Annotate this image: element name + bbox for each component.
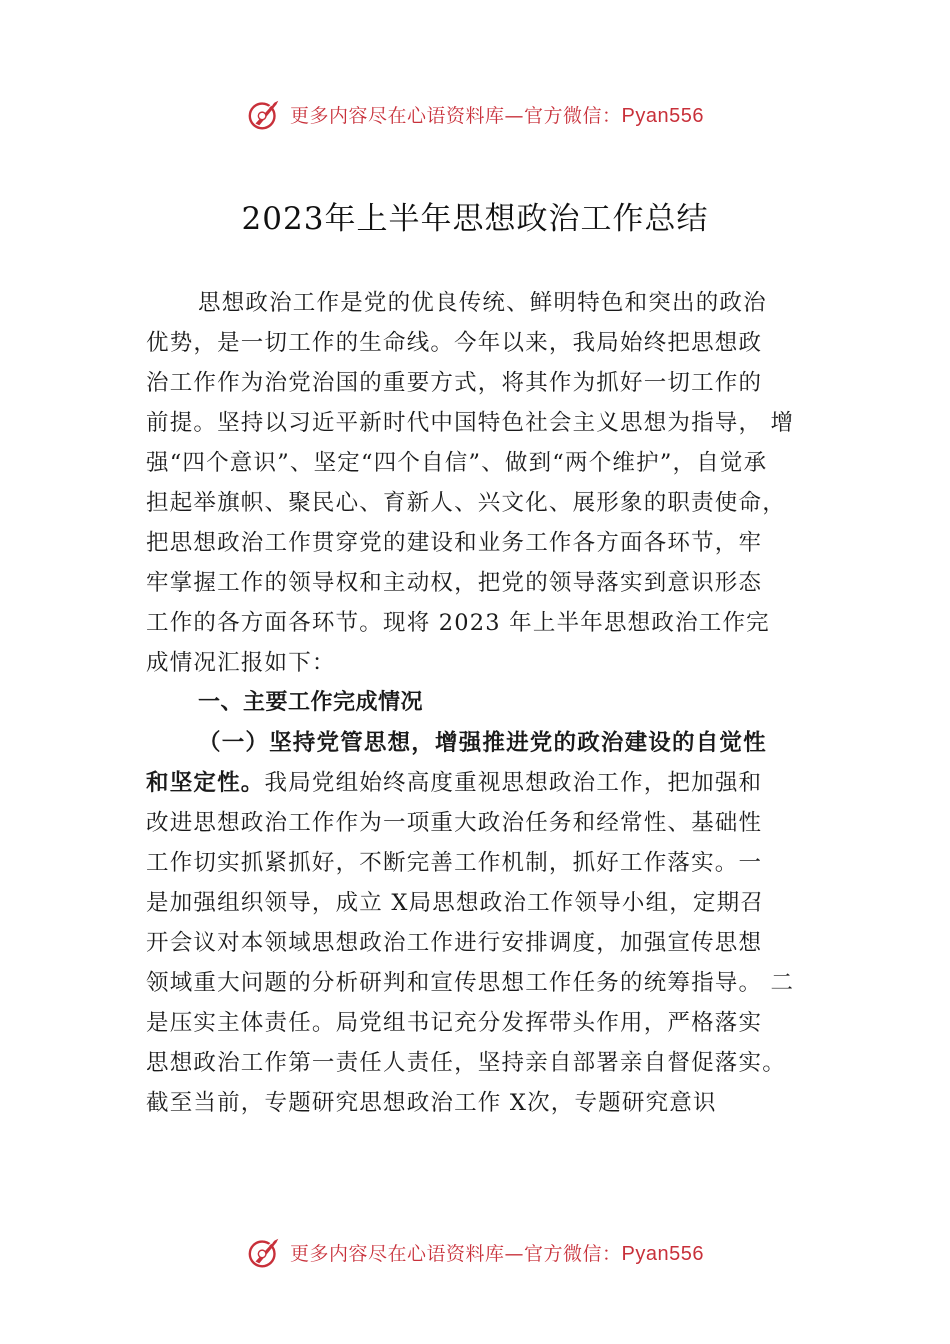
paragraph-line: 担起举旗帜、聚民心、育新人、兴文化、展形象的职责使命， [146,490,786,516]
paragraph-line: 开会议对本领域思想政治工作进行安排调度，加强宣传思想 [146,930,763,956]
watermark-text [290,1239,704,1266]
paragraph-line: 工作切实抓紧抓好，不断完善工作机制，抓好工作落实。一 [146,850,763,876]
paragraph-line [146,763,826,803]
subsection-heading-end: 和坚定性。 [146,770,265,796]
watermark-label: 更多内容尽在心语资料库—官方微信： [290,1242,622,1265]
paragraph-line: 思想政治工作是党的优良传统、鲜明特色和突出的政治 [198,290,767,316]
red-quill-pen-circle-icon [246,95,284,133]
paragraph-line: 是压实主体责任。局党组书记充分发挥带头作用，严格落实 [146,1010,763,1036]
paragraph-line: 截至当前，专题研究思想政治工作 X次，专题研究意识 [146,1090,717,1116]
watermark-wechat-id: Pyan556 [621,1242,704,1265]
paragraph-line: 领域重大问题的分析研判和宣传思想工作任务的统筹指导。 二 [146,970,795,996]
paragraph-line: 牢掌握工作的领导权和主动权，把党的领导落实到意识形态 [146,570,763,596]
watermark-text [290,101,704,128]
paragraph-line: 强“四个意识”、坚定“四个自信”、做到“两个维护”，自觉承 [146,450,768,476]
header-watermark [0,92,950,136]
paragraph-text: 我局党组始终高度重视思想政治工作，把加强和 [264,770,763,796]
paragraph-line: 是加强组织领导，成立 X局思想政治工作领导小组，定期召 [146,890,765,916]
paragraph-line: 工作的各方面各环节。现将 2023 年上半年思想政治工作完 [146,610,770,636]
section-heading: 一、主要工作完成情况 [198,690,424,715]
paragraph-line: 前提。坚持以习近平新时代中国特色社会主义思想为指导， 增 [146,410,795,436]
red-quill-pen-circle-icon [246,1233,284,1271]
subsection-heading: （一）坚持党管思想，增强推进党的政治建设的自觉性 [198,730,767,756]
watermark-wechat-id: Pyan556 [621,104,704,127]
watermark-label: 更多内容尽在心语资料库—官方微信： [290,104,622,127]
paragraph-line: 思想政治工作第一责任人责任，坚持亲自部署亲自督促落实。 [146,1050,786,1076]
paragraph-line: 把思想政治工作贯穿党的建设和业务工作各方面各环节，牢 [146,530,763,556]
paragraph-line: 成情况汇报如下： [146,650,336,676]
paragraph-line: 改进思想政治工作作为一项重大政治任务和经常性、基础性 [146,810,763,836]
footer-watermark [0,1230,950,1274]
document-body [146,283,826,1123]
paragraph-line: 治工作作为治党治国的重要方式，将其作为抓好一切工作的 [146,370,763,396]
document-title: 2023年上半年思想政治工作总结 [241,201,709,237]
paragraph-line: 优势，是一切工作的生命线。今年以来，我局始终把思想政 [146,330,763,356]
